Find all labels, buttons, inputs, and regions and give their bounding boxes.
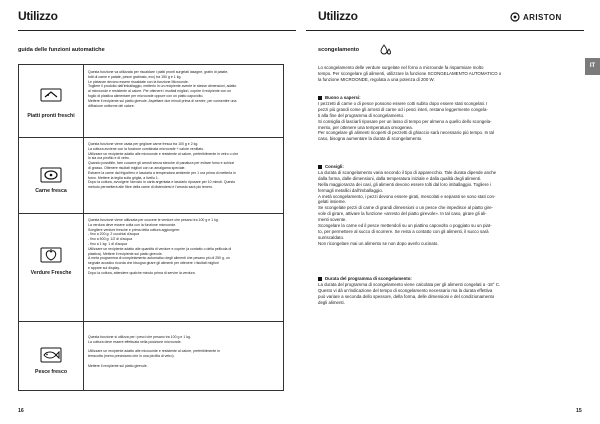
defrost-icon [380,43,392,61]
page-number: 15 [576,408,582,414]
row-label: Pesce fresco [34,369,67,375]
row-label: Piatti pronti freschi [27,113,75,119]
page-number: 16 [18,408,24,414]
ready-meal-icon [40,87,62,103]
brand-logo [510,12,562,22]
table-row-divider [19,137,283,138]
table-column-divider [83,65,84,390]
tip-block: Buono a sapersi: I pezzetti di carne o di pesce possono essere cotti subito dopo essere stati scongelati. I pezzi più grandi come gli arrosti di carne od i pesci interi, restano leggermente congela- ti alla fine del programma di scongelamento. Si consiglia di lasciarli riposare per un lasso di tempo per almeno a quello dello scongela- mento, per ottenere una temperatura omogenea. Per scongelare gli alimenti ricoperti di pezzetti di ghiaccio sarà necessario più tempo. In tal caso, bisogna aumentare la durata di scongelamento. [318,95,494,142]
vegetables-icon [40,247,62,263]
bullet-icon [318,165,322,169]
table-row-divider [19,321,283,322]
right-page [300,0,600,424]
page-title: Utilizzo [18,9,58,23]
functions-table [18,64,284,391]
row-description: Questa funzione si utilizza per i pesci che pesano tra 100 g e 1 kg. La cottura deve essere effettuata nella posizione microonde. Utilizzare un recipiente adatto alle microonde e resistente al calore, preferibilmente in terracotta (meno precisiamo che in una pirofila di vetro). Mettere il recipiente sul piatto girevole. [88,335,220,368]
row-label: Carne fresca [35,188,67,194]
tip-block: Consigli: La durata di scongelamento varia secondo il tipo di apparecchio. Tale durata dipende anche dalla forma, dalle dimensioni, dalla temperatura iniziale e dalla qualità degli alimenti. Nella maggioranza dei casi, gli alimenti devono essere tolti dal loro imballaggio. Togliere i fermagli metallici dall'imballaggio. A metà scongelamento, i pezzi devono essere girati, mescolati e separati se sono stati con- gelati insieme. Se scongelate pezzi di carne di grandi dimensioni o un pesce che impedisce al piatto gire- vole di girare, attivare la funzione «arresto del piatto girevole». In tal caso, girare gli ali- menti sovente. Scongelare la carne ed il pesce mettendoli su un piattino capovolto o poggiato su un piat- to, per permettere al succo di scorrere. Se resta a contatto con gli alimenti, il succo sarà surriscaldato. Non ricongelare mai un alimento se non dopo averlo cucinato. [318,164,497,246]
brand-name: ARISTON [523,12,562,22]
tip-block: Durata del programma di scongelamento: La durata del programma di scongelamento viene calcolata per gli alimenti congelati a -18° C. Questo vi dà un'indicazione del tempo di scongelamento necessario ma la durata effettiva può variare a seconda dello spessore, della forma, delle dimensioni e del condizionamento degli alimenti. [318,276,501,305]
row-description: Questa funzione viene utilizzata per cuocere le verdure che pesano tra 100 g e 1 kg. La verdura deve essere cotta con la funzione microonde. Scegliere verdure fresche e prima della cottura aggiungere: - fino a 200 g: 2 cucchiai d'acqua - fino a 500 g: 1/2 di d'acqua - fino a 1 kg: 1 dl d'acqua Utilizzare un recipiente adatto alle quantità di verdure e coprire (a contatto o della pellicola di plastica). Mettere il recipiente sul piatto girevole. A metà programma di completamento automatico degli alimenti che pesano più di 250 g, un segnale acustico ricorda che bisogna girare gli alimenti per ottenere i risultati migliori e appare sul display. Dopo la cottura, attendere qualche minuto prima di servire la verdura. [88,218,232,275]
row-description: Questa funzione va utilizzata per riscaldare i piatti pronti surgelati lasagne, gratin di patate, tutti di carne e patate, pesce gratinato, ecc) tra 150 g e 1 kg. Le pietanze devono essere riscaldate con la funzione Microonde. Togliere il prodotto dall'imballaggio, metterlo in un recipiente avente le stesse dimensioni, adatto al microonde e resistente al calore. Per ottenere i risultati migliori, coprire il recipiente con un foglio di plastica alimentare per microonde oppure con un piatto capovolto. Mettere il recipiente sul piatto girevole. Aspettare due minuti prima di servire, per consentire una diffusione uniforme del calore. [88,70,237,108]
language-tab: IT [585,58,600,75]
intro-paragraph: Lo scongelamento delle verdure surgelate nel forno a microonde fa risparmiare molto tempo. Per scongelare gli alimenti, utilizzare la funzione SCONGELAMENTO AUTOMATICO o la funzione MICROONDE, regolata a una potenza di 200 W. [318,65,502,82]
page-title: Utilizzo [318,9,358,23]
row-description: Questa funzione viene usata per grigliare carne fresca tra 100 g e 2 kg. La cottura avviene con la funzione combinata microonde + calore ventilato. Utilizzare un recipiente adatto alle microonde e resistente al calore, preferibilmente in vetro o che lo sia ora pirofilo e di vetro. Quando possibile, fare cuocere gli arrosti senza stecche di panatura per evitare fumo e schizzi di grasso. Ottenere risultati migliori con un amalgama speciale. Estrarre la carne dal frigorifero e lasciarla a temperatura ambiente per 1 ora prima di metterla in forno. Mettere la teglia sulla griglia, a livello 1. Dopo la cottura, avvolgere l'arrosto in carta argentata e lasciarlo riposare per 10 minuti. Questo metodo permetterà alle fibre della carne di distendersi e l'arrosto sarà più tenero. [88,142,239,190]
meat-icon [40,167,62,183]
bullet-icon [318,96,322,100]
table-row-divider [19,213,283,214]
ariston-mark-icon [510,12,520,22]
fish-icon [40,347,62,363]
row-label: Verdure Fresche [30,270,72,276]
title-rule [306,30,584,31]
title-rule [18,30,296,31]
bullet-icon [318,277,322,281]
section-heading: guida delle funzioni automatiche [18,47,105,53]
section-heading: scongelamento [318,47,360,53]
